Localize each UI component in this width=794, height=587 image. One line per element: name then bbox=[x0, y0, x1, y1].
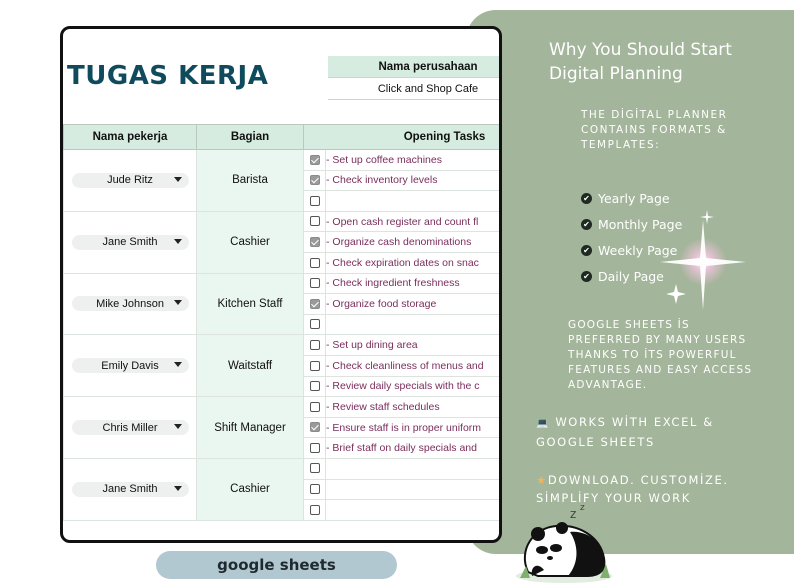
checkbox-cell bbox=[304, 479, 326, 500]
worker-dropdown[interactable]: Mike Johnson bbox=[72, 296, 189, 311]
excel-compat-note: 💻 WORKS WİTH EXCEL & GOOGLE SHEETS bbox=[536, 415, 714, 449]
company-info bbox=[328, 56, 502, 100]
checkbox-unchecked[interactable] bbox=[310, 278, 320, 288]
checkbox-cell bbox=[304, 500, 326, 521]
part-cell[interactable]: Kitchen Staff bbox=[197, 273, 304, 335]
template-list-item: ✔ Monthly Page bbox=[581, 212, 682, 238]
template-list-item: ✔ Yearly Page bbox=[581, 186, 682, 212]
download-note: ★DOWNLOAD. CUSTOMİZE. SİMPLİFY YOUR WORK bbox=[536, 473, 729, 505]
checkbox-unchecked[interactable] bbox=[310, 319, 320, 329]
task-cell[interactable]: - Open cash register and count fl bbox=[326, 211, 503, 232]
star-icon: ★ bbox=[536, 473, 548, 487]
checkbox-unchecked[interactable] bbox=[310, 196, 320, 206]
checkbox-cell bbox=[304, 232, 326, 253]
sparkle-icon bbox=[646, 200, 756, 320]
checkbox-cell bbox=[304, 417, 326, 438]
checkbox-cell bbox=[304, 314, 326, 335]
panda-sticker-icon bbox=[508, 500, 618, 585]
part-cell[interactable]: Waitstaff bbox=[197, 335, 304, 397]
worker-dropdown[interactable]: Jane Smith bbox=[72, 235, 189, 250]
checkbox-checked[interactable] bbox=[310, 299, 320, 309]
check-circle-icon: ✔ bbox=[581, 219, 592, 230]
header-row bbox=[64, 125, 503, 150]
worker-name-cell bbox=[64, 335, 197, 397]
checkbox-unchecked[interactable] bbox=[310, 443, 320, 453]
task-cell[interactable]: - Check expiration dates on snac bbox=[326, 252, 503, 273]
task-cell[interactable]: - Review daily specials with the c bbox=[326, 376, 503, 397]
worker-name-cell bbox=[64, 150, 197, 212]
check-circle-icon: ✔ bbox=[581, 271, 592, 282]
task-cell[interactable] bbox=[326, 191, 503, 212]
task-cell[interactable]: - Ensure staff is in proper uniform bbox=[326, 417, 503, 438]
task-cell[interactable] bbox=[326, 500, 503, 521]
checkbox-unchecked[interactable] bbox=[310, 340, 320, 350]
checkbox-cell bbox=[304, 458, 326, 479]
checkbox-cell bbox=[304, 294, 326, 315]
promo-title: Why You Should Start Digital Planning bbox=[549, 40, 732, 84]
caret-down-icon[interactable] bbox=[174, 300, 182, 305]
sheet-title: TUGAS KERJA bbox=[67, 61, 269, 91]
table-row bbox=[64, 458, 503, 479]
task-table bbox=[63, 124, 502, 521]
company-label[interactable]: Nama perusahaan bbox=[328, 56, 502, 78]
table-row bbox=[64, 397, 503, 418]
task-cell[interactable]: - Set up coffee machines bbox=[326, 150, 503, 171]
task-cell[interactable] bbox=[326, 314, 503, 335]
worker-name-cell bbox=[64, 211, 197, 273]
part-cell[interactable]: Barista bbox=[197, 150, 304, 212]
caret-down-icon[interactable] bbox=[174, 239, 182, 244]
header-opening-tasks[interactable]: Opening Tasks bbox=[304, 125, 503, 150]
table-row bbox=[64, 150, 503, 171]
checkbox-cell bbox=[304, 438, 326, 459]
spreadsheet-window bbox=[60, 26, 502, 543]
part-cell[interactable]: Cashier bbox=[197, 211, 304, 273]
table-row bbox=[64, 335, 503, 356]
check-circle-icon: ✔ bbox=[581, 245, 592, 256]
task-cell[interactable] bbox=[326, 479, 503, 500]
promo-paragraph: GOOGLE SHEETS İS PREFERRED BY MANY USERS THANKS TO İTS POWERFUL FEATURES AND EASY ACCESS ADVANTAGE. bbox=[568, 319, 753, 391]
caret-down-icon[interactable] bbox=[174, 177, 182, 182]
checkbox-unchecked[interactable] bbox=[310, 484, 320, 494]
checkbox-cell bbox=[304, 376, 326, 397]
laptop-icon: 💻 bbox=[536, 418, 551, 429]
task-cell[interactable]: - Brief staff on daily specials and bbox=[326, 438, 503, 459]
check-circle-icon: ✔ bbox=[581, 193, 592, 204]
google-sheets-badge: google sheets bbox=[156, 551, 397, 579]
template-list-item: ✔ Daily Page bbox=[581, 263, 682, 289]
caret-down-icon[interactable] bbox=[174, 486, 182, 491]
task-cell[interactable]: - Check inventory levels bbox=[326, 170, 503, 191]
table-row bbox=[64, 273, 503, 294]
checkbox-cell bbox=[304, 273, 326, 294]
task-cell[interactable]: - Review staff schedules bbox=[326, 397, 503, 418]
caret-down-icon[interactable] bbox=[174, 424, 182, 429]
worker-name-cell bbox=[64, 397, 197, 459]
task-cell[interactable]: - Check ingredient freshness bbox=[326, 273, 503, 294]
checkbox-cell bbox=[304, 335, 326, 356]
checkbox-cell bbox=[304, 191, 326, 212]
checkbox-cell bbox=[304, 397, 326, 418]
svg-text:z: z bbox=[570, 507, 577, 521]
promo-subtitle: THE DİGİTAL PLANNER CONTAINS FORMATS & TEMPLATES: bbox=[581, 109, 728, 151]
checkbox-cell bbox=[304, 150, 326, 171]
checkbox-unchecked[interactable] bbox=[310, 216, 320, 226]
checkbox-cell bbox=[304, 211, 326, 232]
checkbox-unchecked[interactable] bbox=[310, 361, 320, 371]
worker-dropdown[interactable]: Jane Smith bbox=[72, 482, 189, 497]
table-row bbox=[64, 211, 503, 232]
sheet-canvas bbox=[63, 29, 502, 543]
checkbox-unchecked[interactable] bbox=[310, 381, 320, 391]
checkbox-checked[interactable] bbox=[310, 175, 320, 185]
header-worker-name[interactable]: Nama pekerja bbox=[64, 125, 197, 150]
part-cell[interactable]: Cashier bbox=[197, 458, 304, 520]
task-cell[interactable]: - Organize cash denominations bbox=[326, 232, 503, 253]
header-part[interactable]: Bagian bbox=[197, 125, 304, 150]
caret-down-icon[interactable] bbox=[174, 362, 182, 367]
checkbox-cell bbox=[304, 355, 326, 376]
task-cell[interactable]: - Organize food storage bbox=[326, 294, 503, 315]
task-cell[interactable]: - Check cleanliness of menus and bbox=[326, 355, 503, 376]
task-cell[interactable] bbox=[326, 458, 503, 479]
checkbox-unchecked[interactable] bbox=[310, 505, 320, 515]
part-cell[interactable]: Shift Manager bbox=[197, 397, 304, 459]
worker-name-cell bbox=[64, 273, 197, 335]
checkbox-unchecked[interactable] bbox=[310, 463, 320, 473]
worker-name-cell bbox=[64, 458, 197, 520]
template-list-item: ✔ Weekly Page bbox=[581, 238, 682, 264]
checkbox-checked[interactable] bbox=[310, 237, 320, 247]
worker-dropdown[interactable]: Chris Miller bbox=[72, 420, 189, 435]
company-name-cell[interactable]: Click and Shop Cafe bbox=[328, 78, 502, 100]
worker-dropdown[interactable]: Emily Davis bbox=[72, 358, 189, 373]
checkbox-checked[interactable] bbox=[310, 155, 320, 165]
checkbox-cell bbox=[304, 252, 326, 273]
task-cell[interactable]: - Set up dining area bbox=[326, 335, 503, 356]
checkbox-unchecked[interactable] bbox=[310, 258, 320, 268]
checkbox-checked[interactable] bbox=[310, 422, 320, 432]
checkbox-cell bbox=[304, 170, 326, 191]
svg-text:z: z bbox=[580, 503, 585, 513]
checkbox-unchecked[interactable] bbox=[310, 402, 320, 412]
worker-dropdown[interactable]: Jude Ritz bbox=[72, 173, 189, 188]
